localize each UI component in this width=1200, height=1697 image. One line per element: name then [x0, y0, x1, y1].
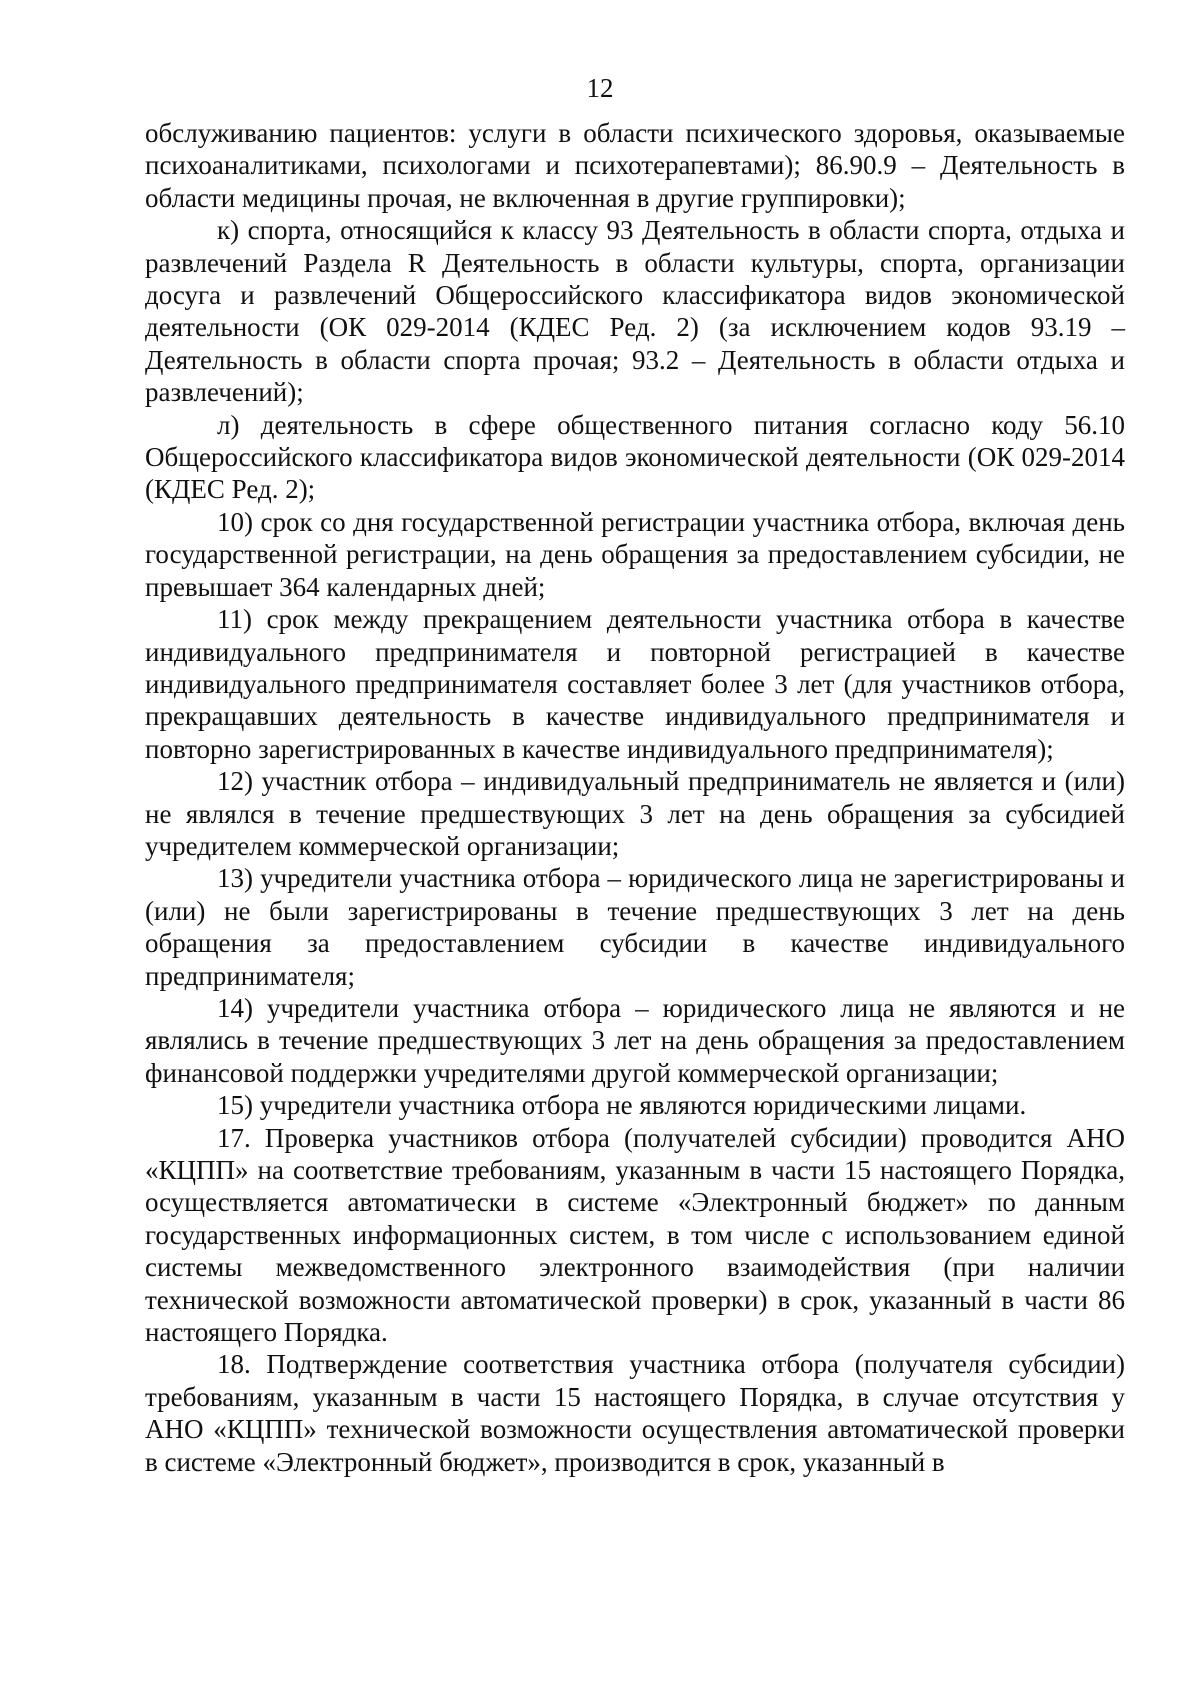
page-number: 12: [586, 73, 614, 103]
paragraph-item-k: к) спорта, относящийся к классу 93 Деятельность в области спорта, отдыха и развлечений Раздела R Деятельность в области культуры, спорта, организации досуга и развлечений Общероссийского классификатора видов экономической деятельности (ОК 029-2014 (КДЕС Ред. 2) (за исключением кодов 93.19 – Деятельность в области спорта прочая; 93.2 – Деятельность в области отдыха и развлечений);: [145, 215, 1125, 408]
paragraph-item-10: 10) срок со дня государственной регистрации участника отбора, включая день государственной регистрации, на день обращения за предоставлением субсидии, не превышает 364 календарных дней;: [145, 506, 1125, 602]
paragraph-item-11: 11) срок между прекращением деятельности участника отбора в качестве индивидуального предпринимателя и повторной регистрацией в качестве индивидуального предпринимателя составляет более 3 лет (для участников отбора, прекращавших деятельность в качестве индивидуального предпринимателя и повторно зарегистрированных в качестве индивидуального предпринимателя);: [145, 604, 1125, 764]
paragraph-continuation: обслуживанию пациентов: услуги в области психического здоровья, оказываемые психоаналитиками, психологами и психотерапевтами); 86.90.9 – Деятельность в области медицины прочая, не включенная в другие группировки);: [145, 118, 1125, 213]
paragraph-item-12: 12) участник отбора – индивидуальный предприниматель не является и (или) не являлся в течение предшествующих 3 лет на день обращения за субсидией учредителем коммерческой организации;: [145, 766, 1125, 861]
paragraph-item-13: 13) учредители участника отбора – юридического лица не зарегистрированы и (или) не были зарегистрированы в течение предшествующих 3 лет на день обращения за предоставлением субсидии в качестве индивидуального предпринимателя;: [145, 863, 1125, 991]
paragraph-item-14: 14) учредители участника отбора – юридического лица не являются и не являлись в течение предшествующих 3 лет на день обращения за предоставлением финансовой поддержки учредителями другой коммерческой организации;: [145, 992, 1125, 1088]
paragraph-clause-18: 18. Подтверждение соответствия участника отбора (получателя субсидии) требованиям, указанным в части 15 настоящего Порядка, в случае отсутствия у АНО «КЦПП» технической возможности осуществления автоматической проверки в системе «Электронный бюджет», производится в срок, указанный в: [145, 1349, 1125, 1477]
paragraph-clause-17: 17. Проверка участников отбора (получателей субсидии) проводится АНО «КЦПП» на соответствие требованиям, указанным в части 15 настоящего Порядка, осуществляется автоматически в системе «Электронный бюджет» по данным государственных информационных систем, в том числе с использованием единой системы межведомственного электронного взаимодействия (при наличии технической возможности автоматической проверки) в срок, указанный в части 86 настоящего Порядка.: [145, 1122, 1125, 1348]
document-body: [145, 117, 1125, 1478]
paragraph-item-15: 15) учредители участника отбора не являются юридическими лицами.: [217, 1090, 1027, 1121]
paragraph-item-l: л) деятельность в сфере общественного питания согласно коду 56.10 Общероссийского классификатора видов экономической деятельности (ОК 029-2014 (КДЕС Ред. 2);: [145, 409, 1125, 505]
